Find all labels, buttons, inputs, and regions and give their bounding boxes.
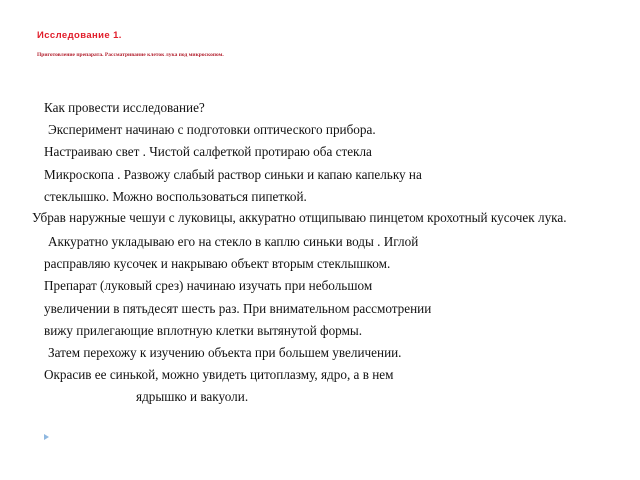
header bbox=[37, 30, 617, 58]
text-line: Аккуратно укладываю его на стекло в каплю синьки воды . Иглой bbox=[48, 234, 419, 250]
text-line: ядрышко и вакуоли. bbox=[136, 389, 249, 405]
page-title: Исследование 1. bbox=[37, 30, 122, 41]
text-line: Настраиваю свет . Чистой салфеткой протираю оба стекла bbox=[44, 144, 372, 160]
text-line: Окрасив ее синькой, можно увидеть цитоплазму, ядро, а в нем bbox=[44, 367, 394, 383]
text-line: Препарат (луковый срез) начинаю изучать при небольшом bbox=[44, 278, 373, 294]
text-line: Как провести исследование? bbox=[44, 100, 205, 115]
page-subtitle: Приготовление препарата. Рассматривание клеток лука под микроскопом. bbox=[37, 52, 224, 58]
text-line: расправляю кусочек и накрываю объект вторым стеклышком. bbox=[44, 256, 391, 272]
text-line: стеклышко. Можно воспользоваться пипеткой. bbox=[44, 188, 307, 204]
body-text bbox=[32, 97, 604, 409]
text-line: Эксперимент начинаю с подготовки оптического прибора. bbox=[48, 122, 376, 138]
text-line: вижу прилегающие вплотную клетки вытянутой формы. bbox=[44, 322, 363, 338]
text-line: увеличении в пятьдесят шесть раз. При внимательном рассмотрении bbox=[44, 300, 432, 316]
triangle-bullet-icon bbox=[44, 434, 49, 440]
text-line: Убрав наружные чешуи с луковицы, аккуратно отщипываю пинцетом крохотный кусочек лука. bbox=[32, 210, 567, 226]
text-line: Микроскопа . Развожу слабый раствор синьки и капаю капельку на bbox=[44, 166, 422, 182]
text-line: Затем перехожу к изучению объекта при большем увеличении. bbox=[48, 345, 402, 361]
